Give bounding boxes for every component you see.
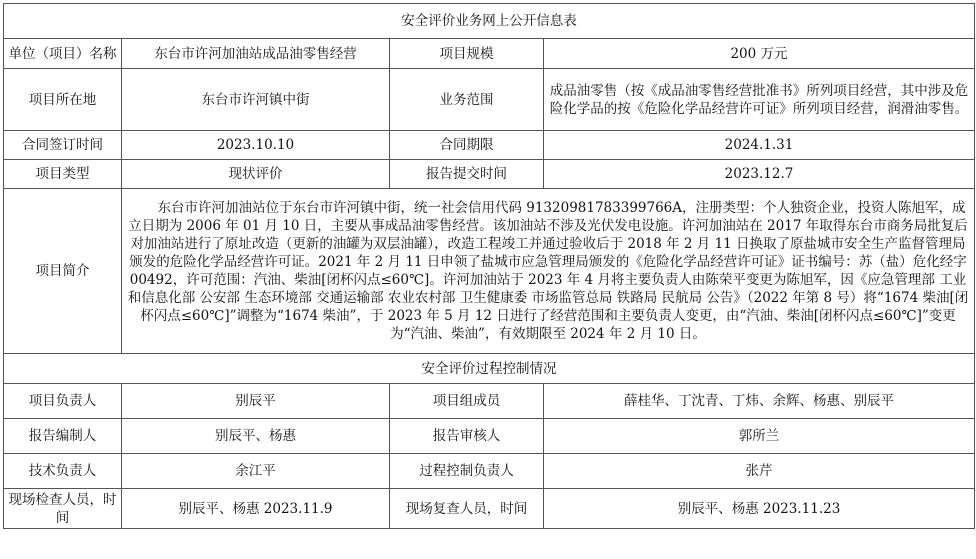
site-inspectors-value: 别辰平、杨惠 2023.11.9 [122,489,390,529]
business-scope-value: 成品油零售（按《成品油零售经营批准书》所列项目经营，其中涉及危险化学品的按《危险化学品经营许可证》所列项目经营，润滑油零售。 [544,69,975,131]
tech-row [4,454,975,489]
report-author-value: 别辰平、杨惠 [122,419,390,454]
author-row [4,419,975,454]
disclosure-table [3,3,975,529]
process-leader-label: 过程控制负责人 [390,454,544,489]
report-date-value: 2023.12.7 [544,160,975,189]
scale-value: 200 万元 [544,39,975,69]
process-leader-value: 张芹 [544,454,975,489]
location-label: 项目所在地 [4,69,122,131]
site-reviewers-value: 别辰平、杨惠 2023.11.23 [544,489,975,529]
project-type-label: 项目类型 [4,160,122,189]
team-members-value: 薛桂华、丁沈青、丁炜、余辉、杨惠、别辰平 [544,384,975,419]
contract-date-value: 2023.10.10 [122,131,390,160]
team-members-label: 项目组成员 [390,384,544,419]
scale-label: 项目规模 [390,39,544,69]
intro-text: 东台市许河加油站位于东台市许河镇中街，统一社会信用代码 91320981783399766A，注册类型：个人独资企业，投资人陈旭军，成立日期为 2006 年 01 月 10 日，主要从事成品油零售经营。该加油站不涉及光伏发电设施。许河加油站在 2017 年取得东台市商务局批复后对加油站进行了原址改造（更新的油罐为双层油罐），改造工程竣工并通过验收后于 2018 年 2 月 11 日换取了原盐城市安全生产监督管理局颁发的危险化学品经营许可证。2021 年 2 月 11 日申领了盐城市应急管理局颁发的《危险化学品经营许可证》证书编号：苏（盐）危化经字 00492，许可范围：汽油、柴油[闭杯闪点≤60℃]。许河加油站于 2023 年 4 月将主要负责人由陈荣平变更为陈旭军，因《应急管理部 工业和信息化部 公安部 生态环境部 交通运输部 农业农村部 卫生健康委 市场监管总局 铁路局 民航局 公告》（2022 年第 8 号）将“1674 柴油[闭杯闪点≤60℃]”调整为“1674 柴油”，于 2023 年 5 月 12 日进行了经营范围和主要负责人变更，由“汽油、柴油[闭杯闪点≤60℃]”变更为“汽油、柴油”，有效期限至 2024 年 2 月 10 日。 [122,189,975,354]
report-reviewer-value: 郭所兰 [544,419,975,454]
project-type-value: 现状评价 [122,160,390,189]
site-inspectors-label: 现场检查人员，时间 [4,489,122,529]
business-scope-label: 业务范围 [390,69,544,131]
location-value: 东台市许河镇中街 [122,69,390,131]
intro-row [4,189,975,354]
section2-title-row [4,354,975,384]
project-leader-value: 别辰平 [122,384,390,419]
contract-period-label: 合同期限 [390,131,544,160]
intro-label: 项目简介 [4,189,122,354]
type-row [4,160,975,189]
contract-date-label: 合同签订时间 [4,131,122,160]
location-row [4,69,975,131]
tech-leader-value: 余江平 [122,454,390,489]
unit-value: 东台市许河加油站成品油零售经营 [122,39,390,69]
contract-row [4,131,975,160]
site-row [4,489,975,529]
tech-leader-label: 技术负责人 [4,454,122,489]
report-author-label: 报告编制人 [4,419,122,454]
unit-label: 单位（项目）名称 [4,39,122,69]
project-leader-label: 项目负责人 [4,384,122,419]
report-reviewer-label: 报告审核人 [390,419,544,454]
leader-row [4,384,975,419]
section2-title: 安全评价过程控制情况 [4,354,975,384]
unit-row [4,39,975,69]
report-date-label: 报告提交时间 [390,160,544,189]
table-title: 安全评价业务网上公开信息表 [4,4,975,39]
site-reviewers-label: 现场复查人员，时间 [390,489,544,529]
title-row [4,4,975,39]
contract-period-value: 2024.1.31 [544,131,975,160]
